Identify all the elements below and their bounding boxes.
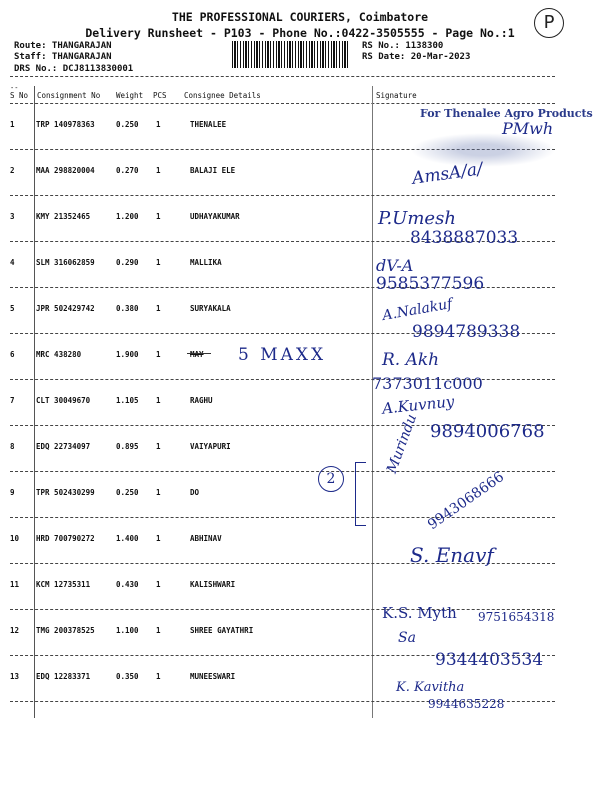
cell-weight: 0.270 bbox=[116, 166, 139, 175]
phone-number: 9585377596 bbox=[376, 274, 485, 294]
cell-pcs: 1 bbox=[156, 442, 161, 451]
signature: K. Kavitha bbox=[396, 680, 465, 695]
dash-marker: -- bbox=[10, 84, 19, 92]
col-header-consignee: Consignee Details bbox=[184, 91, 261, 100]
cell-consignee: SURYAKALA bbox=[190, 304, 231, 313]
phone-number: 9751654318 bbox=[478, 610, 555, 624]
cell-consignee: BALAJI ELE bbox=[190, 166, 236, 175]
phone-number: 9894789338 bbox=[412, 322, 521, 342]
phone-number: 9344403534 bbox=[435, 650, 544, 670]
cell-sno: 3 bbox=[10, 212, 15, 221]
cell-pcs: 1 bbox=[156, 534, 161, 543]
divider bbox=[10, 103, 555, 104]
cell-consignment: TMG 200378525 bbox=[36, 626, 95, 635]
signature: R. Akh bbox=[382, 350, 440, 370]
cell-sno: 6 bbox=[10, 350, 15, 359]
cell-weight: 0.380 bbox=[116, 304, 139, 313]
company-stamp-text: For Thenalee Agro Products bbox=[420, 107, 593, 120]
cell-consignee: KALISHWARI bbox=[190, 580, 236, 589]
cell-sno: 7 bbox=[10, 396, 15, 405]
signature: S. Enavf bbox=[410, 543, 494, 567]
col-header-consignment: Consignment No bbox=[37, 91, 101, 100]
cell-consignee: MUNEESWARI bbox=[190, 672, 236, 681]
cell-sno: 4 bbox=[10, 258, 15, 267]
cell-consignee: MAY bbox=[190, 350, 204, 359]
cell-consignment: SLM 316062859 bbox=[36, 258, 95, 267]
cell-weight: 0.290 bbox=[116, 258, 139, 267]
cell-consignee: THENALEE bbox=[190, 120, 227, 129]
cell-consignment: EDQ 12283371 bbox=[36, 672, 91, 681]
column-rule bbox=[372, 86, 373, 718]
cell-weight: 0.250 bbox=[116, 120, 139, 129]
cell-weight: 0.895 bbox=[116, 442, 139, 451]
cell-pcs: 1 bbox=[156, 350, 161, 359]
circled-page-mark: P bbox=[534, 8, 564, 38]
cell-consignee: DO bbox=[190, 488, 200, 497]
cell-pcs: 1 bbox=[156, 166, 161, 175]
col-header-weight: Weight bbox=[116, 91, 144, 100]
cell-pcs: 1 bbox=[156, 488, 161, 497]
staff-label: Staff: THANGARAJAN bbox=[14, 52, 112, 62]
cell-consignment: MRC 438280 bbox=[36, 350, 82, 359]
signature: K.S. Myth bbox=[382, 604, 457, 622]
cell-sno: 12 bbox=[10, 626, 20, 635]
col-header-signature: Signature bbox=[376, 91, 417, 100]
cell-weight: 0.250 bbox=[116, 488, 139, 497]
col-header-sno: S No bbox=[10, 91, 29, 100]
cell-sno: 11 bbox=[10, 580, 20, 589]
cell-weight: 0.350 bbox=[116, 672, 139, 681]
cell-consignee: RAGHU bbox=[190, 396, 213, 405]
cell-consignment: TRP 140978363 bbox=[36, 120, 95, 129]
cell-sno: 10 bbox=[10, 534, 20, 543]
cell-consignee: SHREE GAYATHRI bbox=[190, 626, 254, 635]
signature: Sa bbox=[398, 630, 416, 646]
bracket-mark bbox=[355, 462, 366, 526]
cell-weight: 1.105 bbox=[116, 396, 139, 405]
signature: A.Kuvnuy bbox=[381, 392, 456, 418]
divider bbox=[10, 76, 555, 77]
cell-consignment: KCM 12735311 bbox=[36, 580, 91, 589]
cell-consignment: TPR 502430299 bbox=[36, 488, 95, 497]
strike-line bbox=[187, 353, 211, 354]
cell-consignee: MALLIKA bbox=[190, 258, 222, 267]
signature: P.Umesh bbox=[378, 208, 456, 229]
cell-weight: 1.100 bbox=[116, 626, 139, 635]
signature: PMwh bbox=[502, 119, 554, 138]
cell-sno: 13 bbox=[10, 672, 20, 681]
row-divider bbox=[10, 195, 555, 196]
phone-number: 7373011c000 bbox=[372, 374, 483, 393]
cell-consignee: ABHINAV bbox=[190, 534, 222, 543]
cell-weight: 0.430 bbox=[116, 580, 139, 589]
barcode bbox=[232, 41, 350, 68]
cell-weight: 1.900 bbox=[116, 350, 139, 359]
rs-date: RS Date: 20-Mar-2023 bbox=[362, 52, 471, 62]
cell-sno: 2 bbox=[10, 166, 15, 175]
cell-pcs: 1 bbox=[156, 626, 161, 635]
cell-pcs: 1 bbox=[156, 258, 161, 267]
cell-sno: 9 bbox=[10, 488, 15, 497]
cell-consignment: CLT 30049670 bbox=[36, 396, 91, 405]
handwritten-note: 5 MAXX bbox=[238, 345, 327, 365]
signature: dV-A bbox=[376, 256, 414, 275]
cell-weight: 1.200 bbox=[116, 212, 139, 221]
signature: Murindu bbox=[384, 412, 421, 476]
row-divider bbox=[10, 471, 555, 472]
cell-consignment: KMY 21352465 bbox=[36, 212, 91, 221]
cell-pcs: 1 bbox=[156, 580, 161, 589]
company-title: THE PROFESSIONAL COURIERS, Coimbatore bbox=[171, 10, 429, 24]
rs-number: RS No.: 1138300 bbox=[362, 41, 444, 51]
route-label: Route: THANGARAJAN bbox=[14, 41, 112, 51]
cell-pcs: 1 bbox=[156, 672, 161, 681]
circled-count: 2 bbox=[318, 466, 344, 492]
cell-consignment: EDQ 22734097 bbox=[36, 442, 91, 451]
col-header-pcs: PCS bbox=[153, 91, 167, 100]
phone-number: 8438887033 bbox=[410, 228, 519, 248]
phone-number: 9944635228 bbox=[428, 697, 505, 711]
cell-pcs: 1 bbox=[156, 120, 161, 129]
cell-pcs: 1 bbox=[156, 304, 161, 313]
cell-consignee: UDHAYAKUMAR bbox=[190, 212, 240, 221]
signature: AmsA/a/ bbox=[410, 159, 485, 189]
phone-number: 9894006768 bbox=[430, 421, 545, 442]
runsheet-subtitle: Delivery Runsheet - P103 - Phone No.:0422-3505555 - Page No.:1 bbox=[85, 26, 515, 40]
cell-sno: 1 bbox=[10, 120, 15, 129]
cell-weight: 1.400 bbox=[116, 534, 139, 543]
row-divider bbox=[10, 609, 555, 610]
signature: A.Nalakuf bbox=[381, 295, 454, 325]
cell-consignment: JPR 502429742 bbox=[36, 304, 95, 313]
cell-consignment: MAA 298820004 bbox=[36, 166, 95, 175]
cell-consignment: HRD 700790272 bbox=[36, 534, 95, 543]
cell-sno: 5 bbox=[10, 304, 15, 313]
row-divider bbox=[10, 517, 555, 518]
cell-pcs: 1 bbox=[156, 396, 161, 405]
column-rule bbox=[34, 86, 35, 718]
phone-number: 9943068666 bbox=[425, 468, 508, 534]
cell-consignee: VAIYAPURI bbox=[190, 442, 231, 451]
cell-pcs: 1 bbox=[156, 212, 161, 221]
cell-sno: 8 bbox=[10, 442, 15, 451]
drs-number: DRS No.: DCJ8113830001 bbox=[14, 64, 134, 74]
